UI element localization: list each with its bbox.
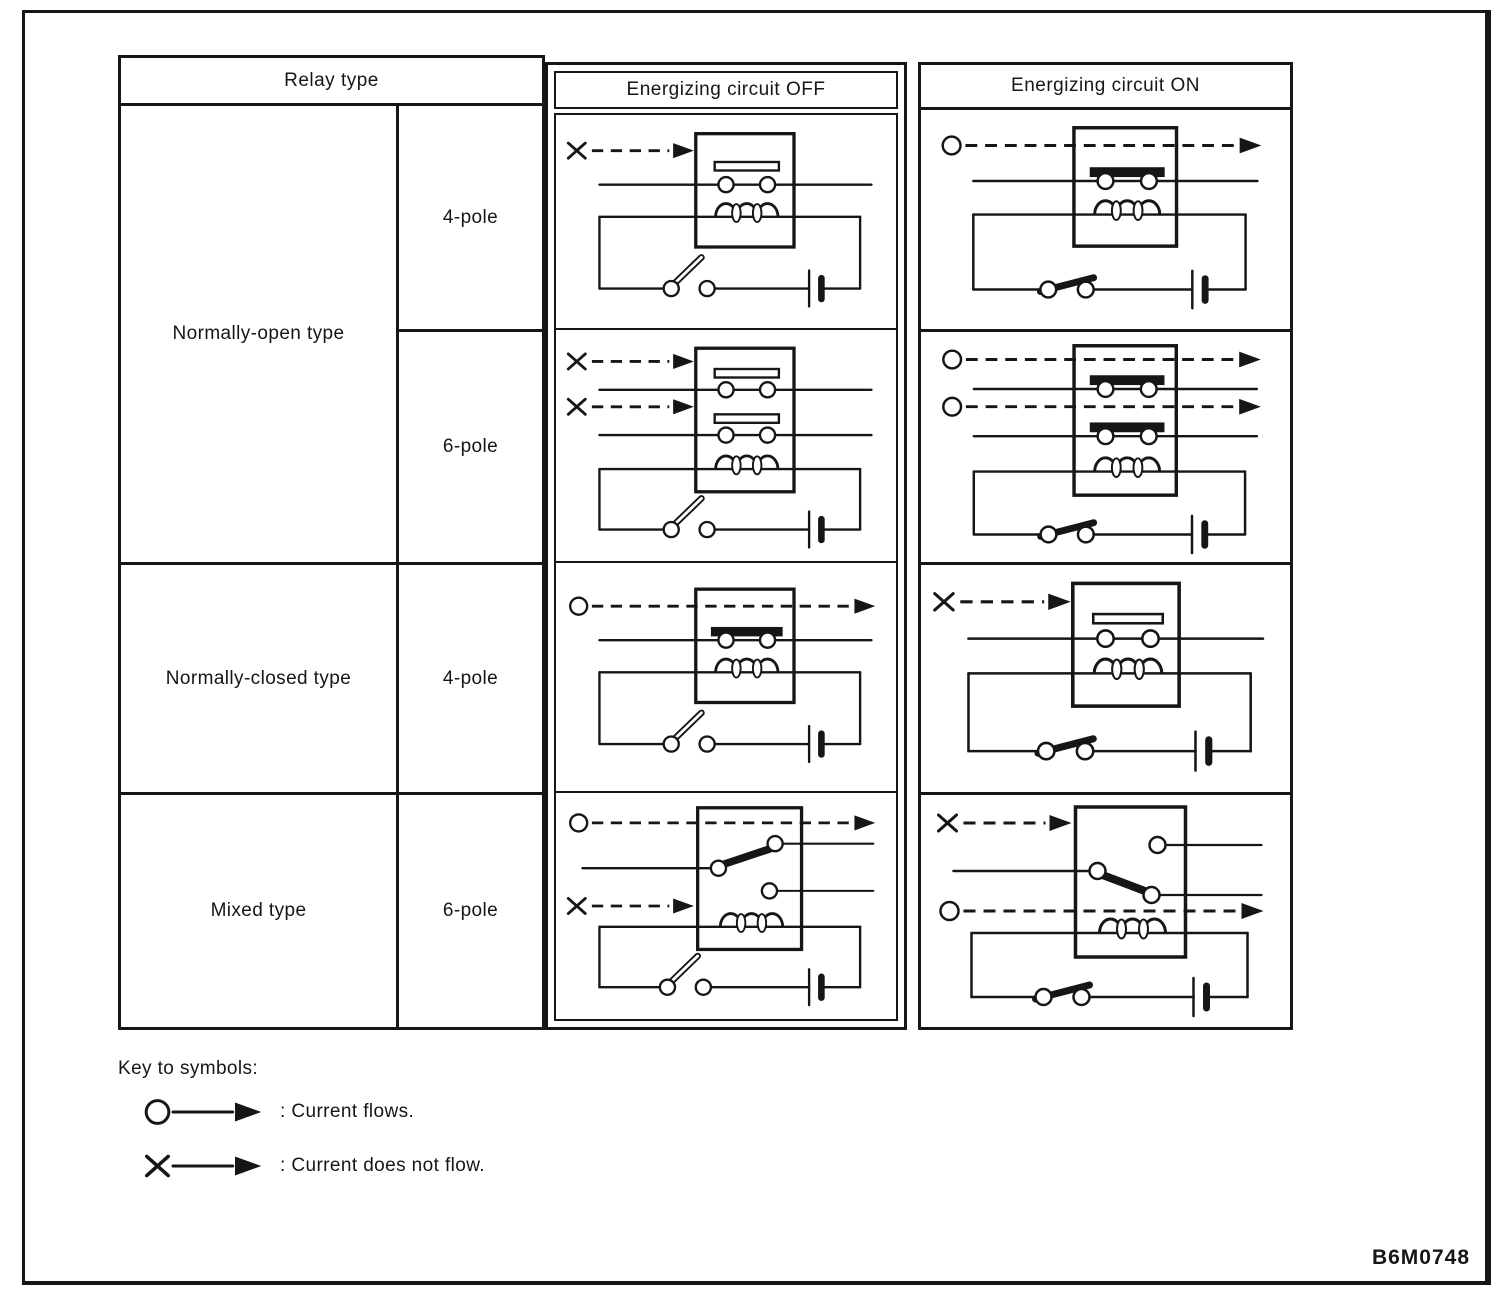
circuit-normally-open-6pole-on — [921, 332, 1290, 565]
energizing-on-header: Energizing circuit ON — [921, 65, 1290, 110]
energizing-off-circuits — [554, 113, 898, 1021]
relay-circuit-svg — [556, 330, 896, 561]
key-title: Key to symbols: — [118, 1058, 259, 1079]
circle-arrow-icon — [142, 1094, 266, 1130]
current-does-not-flow-icon — [142, 1148, 280, 1184]
cell-6-pole-mixed: 6-pole — [442, 900, 499, 921]
legend-current-does-not-flow — [142, 1148, 485, 1184]
x-arrow-icon — [142, 1148, 266, 1184]
current-flows-label: : Current flows. — [280, 1101, 415, 1122]
cell-4-pole-normally-open: 4-pole — [399, 106, 542, 332]
relay-circuit-svg — [921, 332, 1290, 562]
cell-6-pole-normally-open: 6-pole — [399, 332, 542, 565]
relay-type-header: Relay type — [121, 58, 542, 106]
current-does-not-flow-label: : Current does not flow. — [280, 1155, 485, 1176]
circuit-normally-open-6pole-off — [556, 330, 896, 563]
relay-circuit-svg — [556, 115, 896, 328]
relay-type-table — [118, 55, 545, 1030]
circuit-normally-closed-4pole-on — [921, 565, 1290, 795]
energizing-off-header: Energizing circuit OFF — [554, 71, 898, 109]
relay-type-body — [121, 106, 542, 1027]
key-to-symbols — [118, 1058, 485, 1202]
relay-circuit-svg — [556, 563, 896, 791]
circuit-normally-open-4pole-on — [921, 110, 1290, 332]
circuit-mixed-6pole-on — [921, 795, 1290, 1027]
figure-code: B6M0748 — [1371, 1246, 1470, 1269]
cell-mixed-type: Mixed type — [121, 795, 399, 1027]
circuit-mixed-6pole-off — [556, 793, 896, 1019]
relay-circuit-svg — [921, 110, 1290, 329]
relay-circuit-svg — [556, 793, 896, 1019]
current-flows-icon — [142, 1094, 280, 1130]
cell-4-pole-normally-closed: 4-pole — [399, 565, 542, 795]
cell-normally-closed-type: Normally-closed type — [121, 565, 399, 795]
energizing-on-column — [918, 62, 1293, 1030]
relay-circuit-svg — [921, 565, 1290, 792]
legend-current-flows — [142, 1094, 485, 1130]
cell-normally-open-type: Normally-open type — [121, 106, 399, 565]
circuit-normally-open-4pole-off — [556, 115, 896, 330]
energizing-off-column — [545, 62, 907, 1030]
circuit-normally-closed-4pole-off — [556, 563, 896, 793]
relay-circuit-svg — [921, 795, 1290, 1027]
